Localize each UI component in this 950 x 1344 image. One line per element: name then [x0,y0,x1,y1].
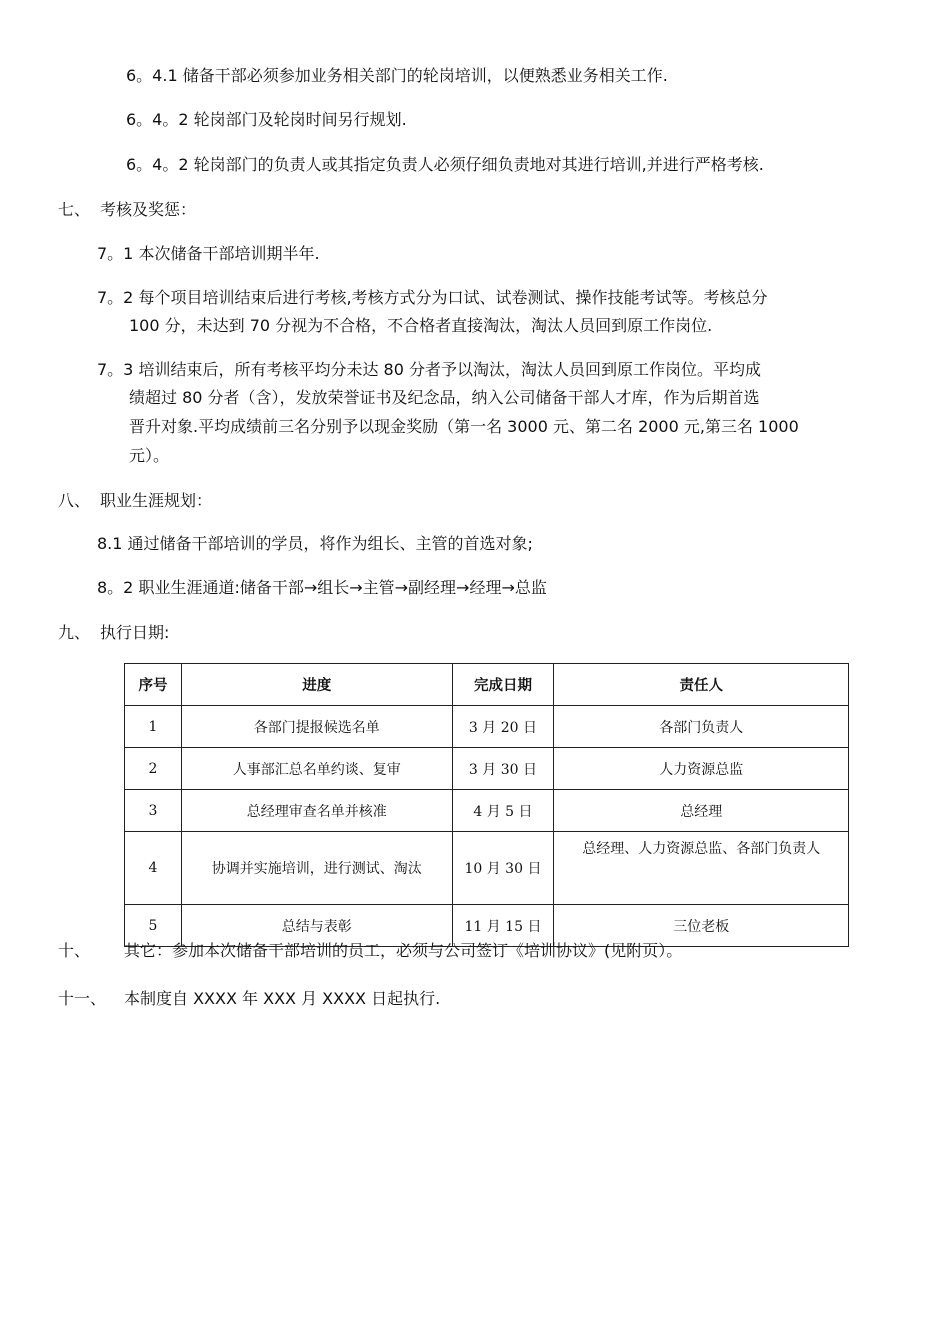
section7-item-3-line-4: 元）。 [129,446,170,465]
section8-heading [58,487,212,515]
section6-item-3: 6。4。2 轮岗部门的负责人或其指定负责人必须仔细负责地对其进行培训,并进行严格考核. [126,155,764,174]
header-progress: 进度 [181,664,452,706]
table-header-row [125,664,849,706]
section11-heading [58,985,440,1013]
cell-owner: 总经理 [554,790,849,832]
section7-item-3-line-2: 绩超过 80 分者（含），发放荣誉证书及纪念品，纳入公司储备干部人才库，作为后期首选 [129,388,760,407]
cell-progress: 总结与表彰 [181,905,452,947]
table-row [125,790,849,832]
section7-item-1: 7。1 本次储备干部培训期半年. [97,244,320,263]
section7-item-2-line-2: 100 分，未达到 70 分视为不合格，不合格者直接淘汰，淘汰人员回到原工作岗位. [129,316,713,335]
section7-heading [58,196,196,224]
table-row [125,748,849,790]
section7-item-2-line-1: 7。2 每个项目培训结束后进行考核,考核方式分为口试、试卷测试、操作技能考试等。考核总分 [97,288,768,307]
cell-seq: 4 [125,832,182,905]
header-seq: 序号 [125,664,182,706]
section10-title: 其它： [124,941,173,960]
section10-number: 十、 [58,941,91,960]
cell-seq: 1 [125,706,182,748]
cell-progress: 人事部汇总名单约谈、复审 [181,748,452,790]
section8-number: 八、 [58,491,91,510]
section9-number: 九、 [58,623,91,642]
header-date: 完成日期 [452,664,554,706]
cell-progress: 总经理审查名单并核准 [181,790,452,832]
section9-title: 执行日期: [100,623,170,642]
section10-text: 参加本次储备干部培训的员工，必须与公司签订《培训协议》(见附页）。 [172,941,683,960]
section11-number: 十一、 [58,989,107,1008]
section8-item-2: 8。2 职业生涯通道:储备干部→组长→主管→副经理→经理→总监 [97,578,547,597]
cell-owner: 三位老板 [554,905,849,947]
cell-date: 3 月 30 日 [452,748,554,790]
section9-heading [58,619,169,647]
section6-item-2: 6。4。2 轮岗部门及轮岗时间另行规划. [126,110,407,129]
schedule-table [124,663,849,947]
cell-seq: 5 [125,905,182,947]
cell-owner: 各部门负责人 [554,706,849,748]
cell-progress: 各部门提报候选名单 [181,706,452,748]
section10-heading [58,937,682,965]
cell-date: 11 月 15 日 [452,905,554,947]
cell-owner: 总经理、人力资源总监、各部门负责人 [554,832,849,905]
section7-title: 考核及奖惩： [100,200,197,219]
section8-item-1: 8.1 通过储备干部培训的学员，将作为组长、主管的首选对象; [97,534,533,553]
cell-date: 3 月 20 日 [452,706,554,748]
cell-seq: 3 [125,790,182,832]
cell-owner: 人力资源总监 [554,748,849,790]
section8-title: 职业生涯规划： [100,491,213,510]
header-owner: 责任人 [554,664,849,706]
section7-item-3-line-1: 7。3 培训结束后，所有考核平均分未达 80 分者予以淘汰，淘汰人员回到原工作岗位。平均成 [97,360,761,379]
cell-seq: 2 [125,748,182,790]
section6-item-1: 6。4.1 储备干部必须参加业务相关部门的轮岗培训，以便熟悉业务相关工作. [126,66,668,85]
cell-date: 4 月 5 日 [452,790,554,832]
table-row [125,832,849,905]
section7-item-3-line-3: 晋升对象.平均成绩前三名分别予以现金奖励（第一名 3000 元、第二名 2000 元,第三名 1000 [129,417,799,436]
cell-progress: 协调并实施培训，进行测试、淘汰 [181,832,452,905]
table-row [125,706,849,748]
section7-number: 七、 [58,200,91,219]
cell-date: 10 月 30 日 [452,832,554,905]
section11-text: 本制度自 XXXX 年 XXX 月 XXXX 日起执行. [124,989,441,1008]
